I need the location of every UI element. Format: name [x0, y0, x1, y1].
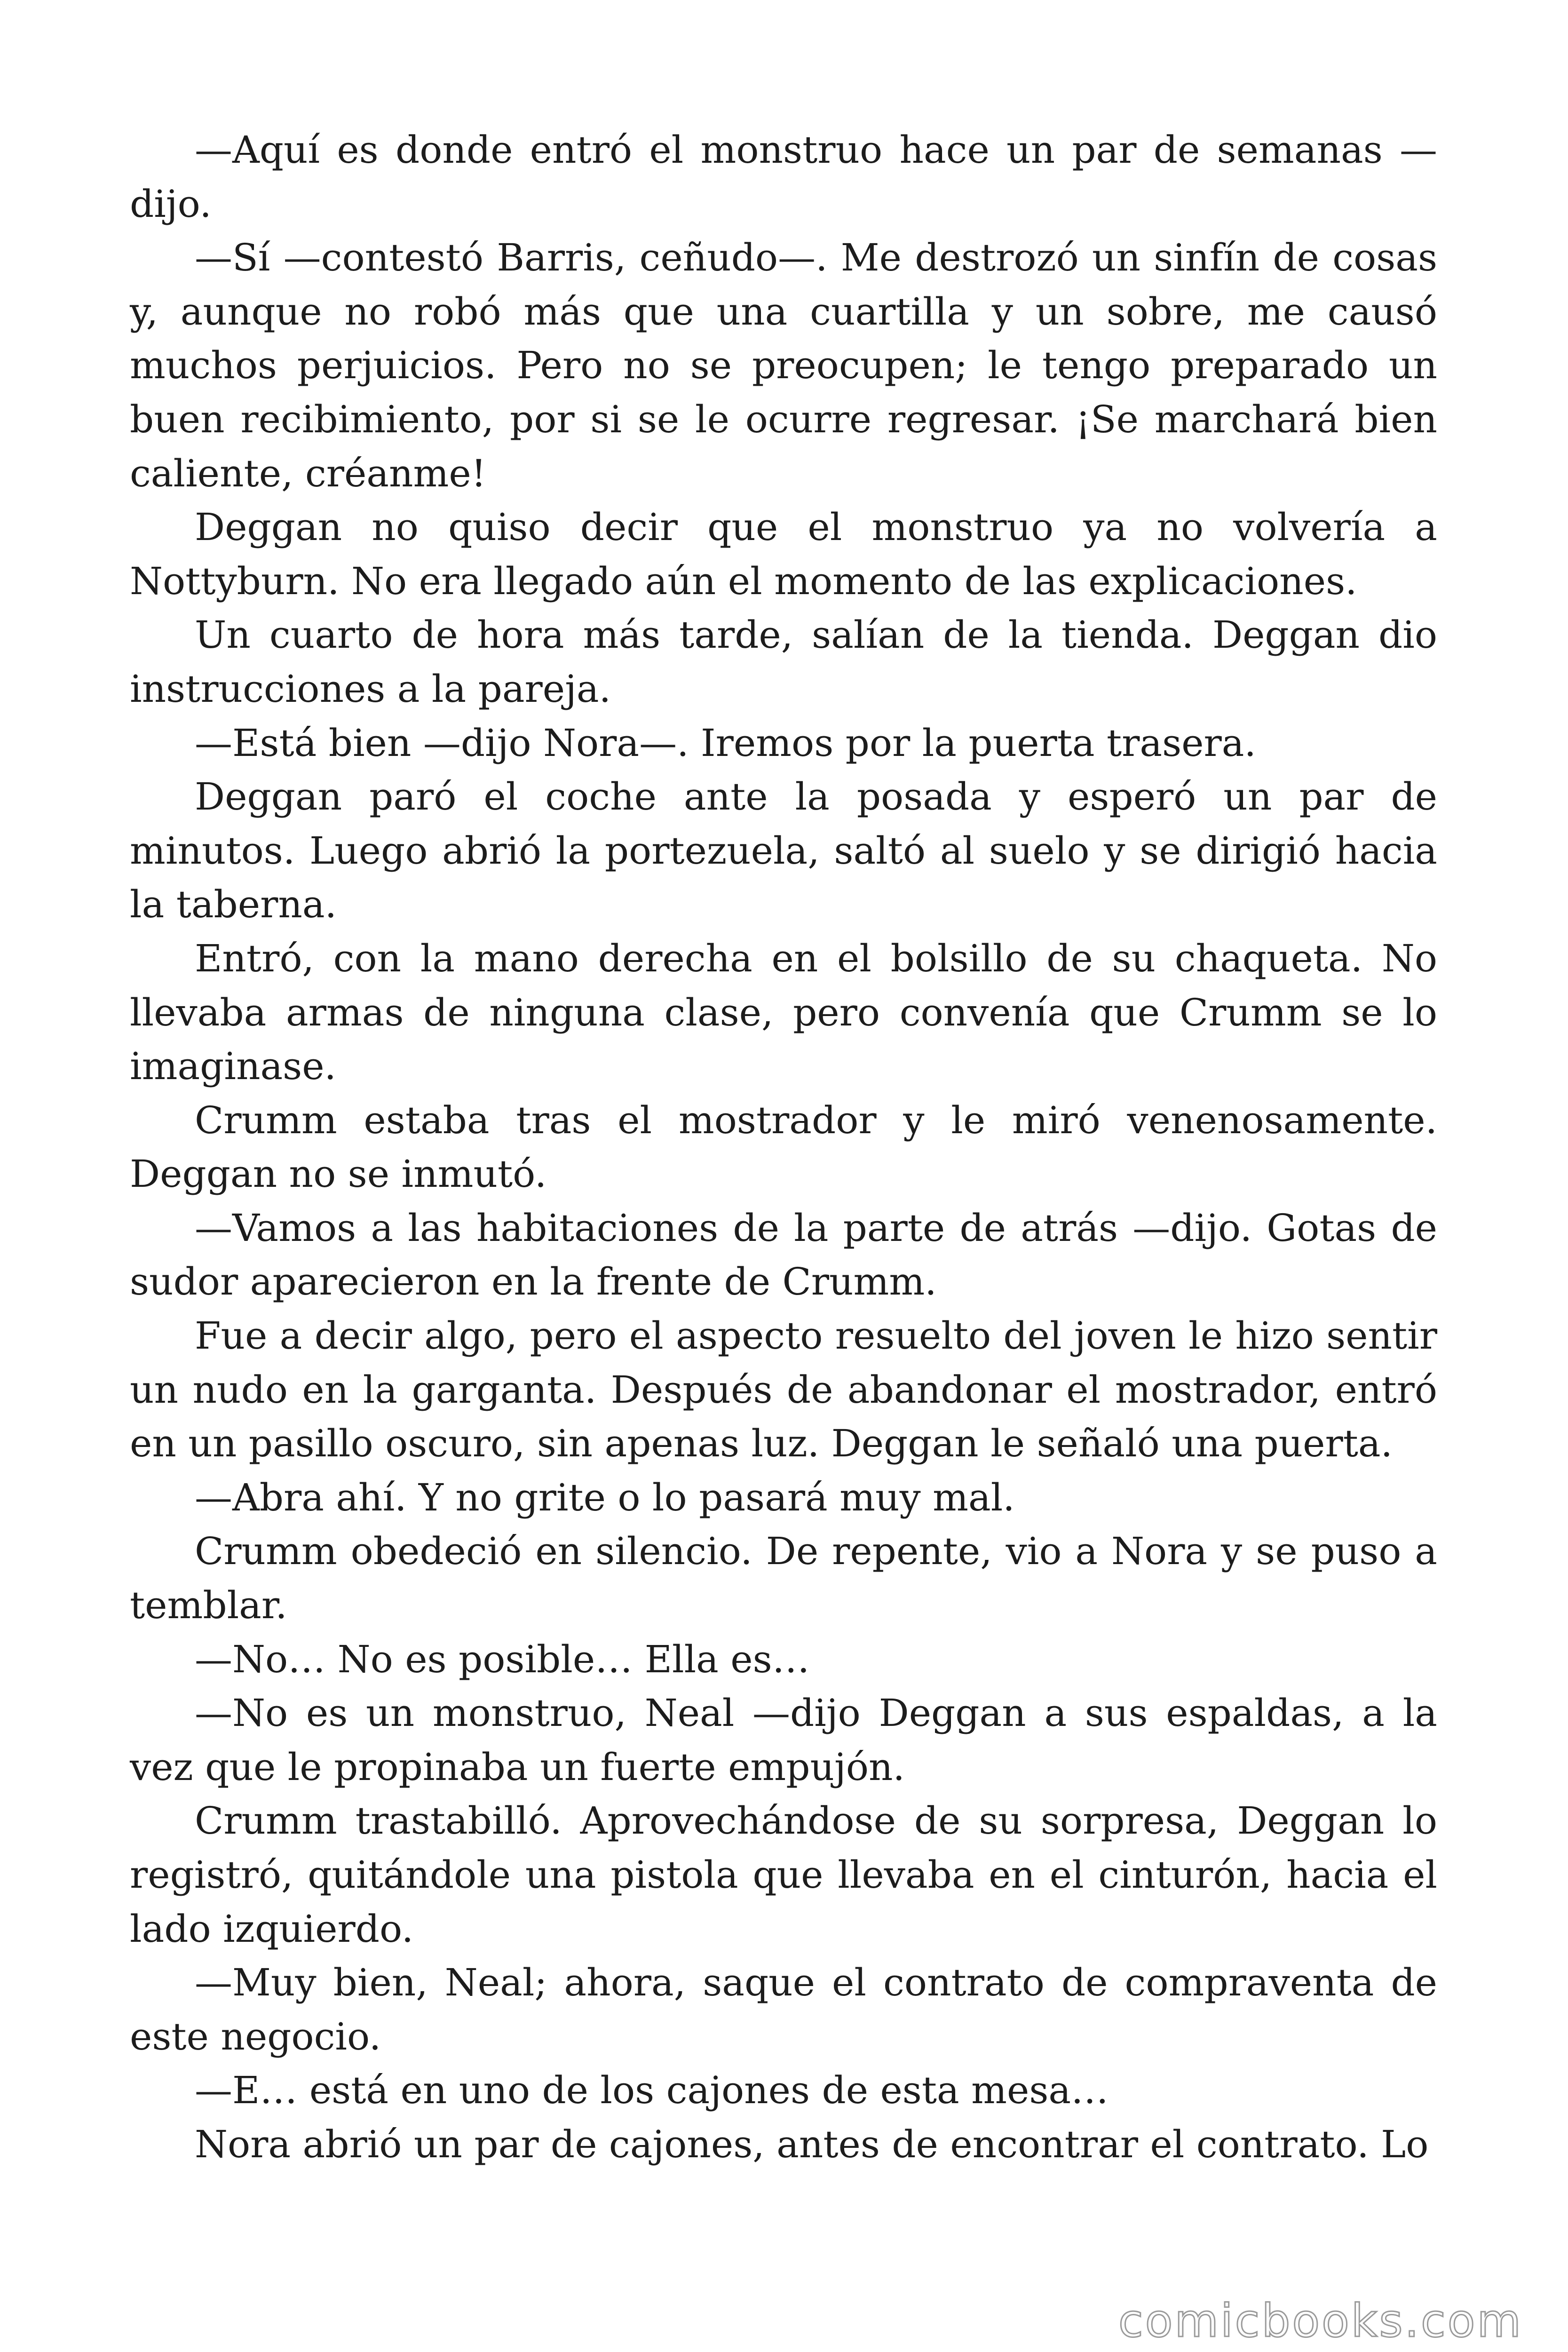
paragraph: —E… está en uno de los cajones de esta mesa…: [195, 2068, 1109, 2113]
paragraph: Deggan paró el coche ante la posada y esperó un par de minutos. Luego abrió la portezuela, saltó al suelo y se dirigió hacia la taberna.: [130, 775, 1437, 927]
paragraph: Deggan no quiso decir que el monstruo ya no volvería a Nottyburn. No era llegado aún el momento de las explicaciones.: [130, 505, 1437, 603]
paragraph: Crumm trastabilló. Aprovechándose de su sorpresa, Deggan lo registró, quitándole una pistola que llevaba en el cinturón, hacia el lado izquierdo.: [130, 1799, 1437, 1951]
paragraph: —No es un monstruo, Neal —dijo Deggan a sus espaldas, a la vez que le propinaba un fuerte empujón.: [130, 1691, 1437, 1789]
paragraph: —Sí —contestó Barris, ceñudo—. Me destrozó un sinfín de cosas y, aunque no robó más que una cuartilla y un sobre, me causó muchos perjuicios. Pero no se preocupen; le tengo preparado un buen recibimiento, por si se le ocurre regresar. ¡Se marchará bien caliente, créanme!: [130, 236, 1437, 495]
paragraph: Nora abrió un par de cajones, antes de encontrar el contrato. Lo: [195, 2122, 1429, 2166]
watermark: comicbooks.com: [1118, 2295, 1523, 2347]
paragraph: —Abra ahí. Y no grite o lo pasará muy mal.: [195, 1475, 1015, 1519]
paragraph: Entró, con la mano derecha en el bolsillo de su chaqueta. No llevaba armas de ninguna clase, pero convenía que Crumm se lo imaginase.: [130, 936, 1437, 1089]
body-text: [130, 123, 1437, 2172]
paragraph: —Vamos a las habitaciones de la parte de atrás —dijo. Gotas de sudor aparecieron en la frente de Crumm.: [130, 1206, 1437, 1304]
paragraph: —Muy bien, Neal; ahora, saque el contrato de compraventa de este negocio.: [130, 1961, 1437, 2058]
paragraph: Fue a decir algo, pero el aspecto resuelto del joven le hizo sentir un nudo en la garganta. Después de abandonar el mostrador, entró en un pasillo oscuro, sin apenas luz. Deggan le señaló una puerta.: [130, 1314, 1437, 1466]
paragraph: —No… No es posible… Ella es…: [195, 1637, 810, 1681]
paragraph: Un cuarto de hora más tarde, salían de la tienda. Deggan dio instrucciones a la pareja.: [130, 613, 1437, 711]
paragraph: Crumm estaba tras el mostrador y le miró venenosamente. Deggan no se inmutó.: [130, 1098, 1437, 1196]
paragraph: Crumm obedeció en silencio. De repente, vio a Nora y se puso a temblar.: [130, 1529, 1437, 1628]
paragraph: —Está bien —dijo Nora—. Iremos por la puerta trasera.: [195, 721, 1256, 765]
paragraph: —Aquí es donde entró el monstruo hace un par de semanas —dijo.: [130, 128, 1437, 226]
